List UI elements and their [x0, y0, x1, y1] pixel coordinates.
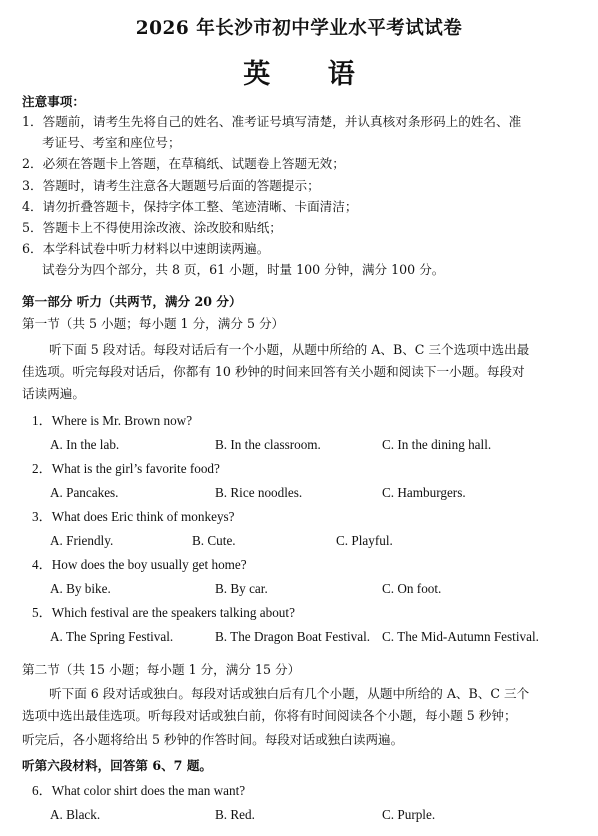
option-a: A. Black.	[50, 807, 101, 822]
question-stem: 2．What is the girl’s favorite food?	[32, 461, 220, 476]
question-stem: 6．What color shirt does the man want?	[32, 783, 246, 798]
option-a: A. Pancakes.	[50, 485, 119, 500]
section1-instruction: 听下面 5 段对话。每段对话后有一个小题，从题中所给的 A、B、C 三个选项中选出最	[49, 342, 530, 357]
question-stem: 1．Where is Mr. Brown now?	[32, 413, 193, 428]
option-b: B. The Dragon Boat Festival.	[215, 629, 371, 644]
option-b: B. Red.	[215, 807, 255, 822]
option-c: C. In the dining hall.	[382, 437, 492, 452]
option-c: C. On foot.	[382, 581, 442, 596]
option-c: C. The Mid-Autumn Festival.	[382, 629, 539, 644]
option-c: C. Purple.	[382, 807, 436, 822]
note-line: 3．答题时，请考生注意各大题题号后面的答题提示；	[22, 178, 320, 193]
option-b: B. In the classroom.	[215, 437, 321, 452]
option-b: B. By car.	[215, 581, 268, 596]
note-line: 考证号、考室和座位号；	[42, 135, 181, 150]
section1-instruction: 佳选项。听完每段对话后，你都有 10 秒钟的时间来回答有关小题和阅读下一小题。每段对	[22, 364, 525, 379]
note-line: 4．请勿折叠答题卡，保持字体工整、笔迹清晰、卡面清洁；	[22, 199, 358, 214]
option-a: A. The Spring Festival.	[50, 629, 174, 644]
option-c: C. Hamburgers.	[382, 485, 466, 500]
section2-instruction: 听下面 6 段对话或独白。每段对话或独白后有几个小题，从题中所给的 A、B、C 三个	[49, 686, 530, 701]
subject-title: 英 语	[243, 59, 379, 90]
section2-instruction: 听完后，各小题将给出 5 秒钟的作答时间。每段对话或独白读两遍。	[22, 732, 404, 747]
note-line: 6．本学科试卷中听力材料以中速朗读两遍。	[22, 241, 270, 256]
option-b: B. Rice noodles.	[215, 485, 303, 500]
section2-instruction: 选项中选出最佳选项。听每段对话或独白前，你将有时间阅读各个小题，每小题 5 秒钟；	[22, 708, 517, 723]
option-a: A. Friendly.	[50, 533, 114, 548]
question-stem: 4．How does the boy usually get home?	[32, 557, 247, 572]
section1-heading: 第一节（共 5 小题；每小题 1 分，满分 5 分）	[22, 316, 285, 331]
part1-heading: 第一部分 听力（共两节，满分 20 分）	[22, 294, 242, 309]
option-b: B. Cute.	[192, 533, 236, 548]
note-line: 1．答题前，请考生先将自己的姓名、准考证号填写清楚，并认真核对条形码上的姓名、准	[22, 114, 522, 129]
option-c: C. Playful.	[336, 533, 393, 548]
section1-instruction: 话读两遍。	[22, 386, 85, 401]
option-a: A. In the lab.	[50, 437, 120, 452]
note-line: 5．答题卡上不得使用涂改液、涂改胶和贴纸；	[22, 220, 282, 235]
question-stem: 3．What does Eric think of monkeys?	[32, 509, 235, 524]
question-stem: 5．Which festival are the speakers talking about?	[32, 605, 295, 620]
note-line: 试卷分为四个部分，共 8 页，61 小题，时量 100 分钟，满分 100 分。	[42, 262, 445, 277]
option-a: A. By bike.	[50, 581, 111, 596]
exam-title: 2026 年长沙市初中学业水平考试试卷	[135, 18, 463, 39]
note-line: 2．必须在答题卡上答题，在草稿纸、试题卷上答题无效；	[22, 156, 345, 171]
notes-heading: 注意事项：	[22, 94, 85, 109]
material-heading: 听第六段材料，回答第 6、7 题。	[22, 758, 213, 773]
section2-heading: 第二节（共 15 小题；每小题 1 分，满分 15 分）	[22, 662, 301, 677]
